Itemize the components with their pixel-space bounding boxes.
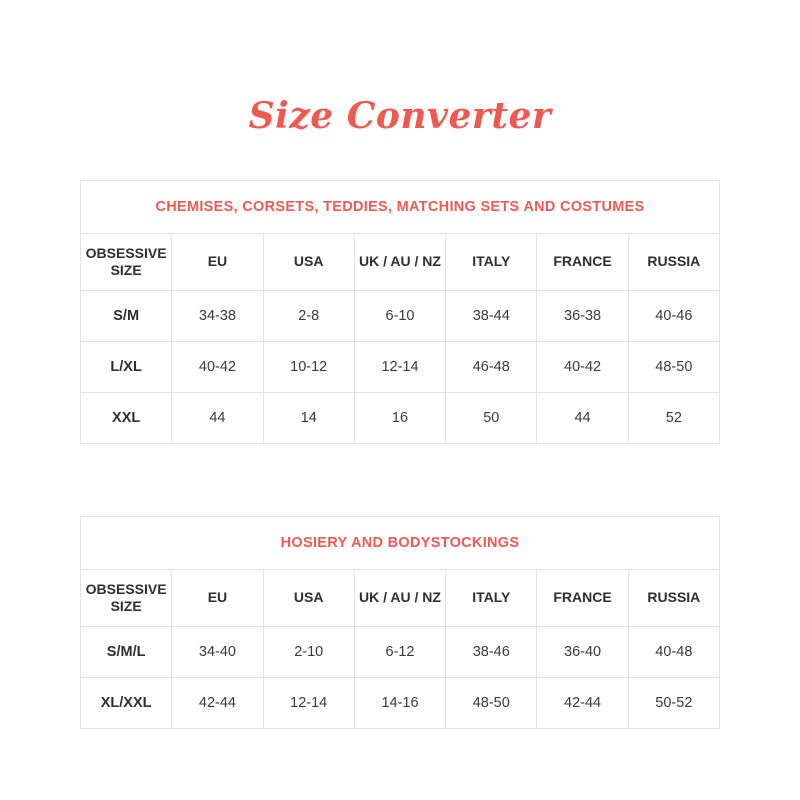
size-table-hosiery-wrapper [80, 516, 720, 729]
cell-uk-au-nz: 6-12 [354, 627, 445, 678]
cell-france: 42-44 [537, 678, 628, 729]
column-header-italy: ITALY [446, 570, 537, 627]
cell-italy: 48-50 [446, 678, 537, 729]
cell-france: 40-42 [537, 342, 628, 393]
column-header-uk-au-nz: UK / AU / NZ [354, 234, 445, 291]
table-header-row [81, 234, 720, 291]
column-header-eu: EU [172, 570, 263, 627]
column-header-eu: EU [172, 234, 263, 291]
cell-uk-au-nz: 16 [354, 393, 445, 444]
column-header-france: FRANCE [537, 570, 628, 627]
cell-italy: 46-48 [446, 342, 537, 393]
cell-italy: 38-46 [446, 627, 537, 678]
cell-usa: 10-12 [263, 342, 354, 393]
table-caption: HOSIERY AND BODYSTOCKINGS [81, 517, 720, 570]
column-header-usa: USA [263, 234, 354, 291]
cell-russia: 40-46 [628, 291, 719, 342]
cell-russia: 48-50 [628, 342, 719, 393]
cell-usa: 2-10 [263, 627, 354, 678]
cell-uk-au-nz: 14-16 [354, 678, 445, 729]
table-caption: CHEMISES, CORSETS, TEDDIES, MATCHING SETS AND COSTUMES [81, 181, 720, 234]
column-header-france: FRANCE [537, 234, 628, 291]
column-header-russia: RUSSIA [628, 234, 719, 291]
column-header-usa: USA [263, 570, 354, 627]
cell-eu: 44 [172, 393, 263, 444]
cell-italy: 38-44 [446, 291, 537, 342]
size-table-hosiery [80, 516, 720, 729]
cell-france: 36-40 [537, 627, 628, 678]
column-header-obsessive-size: OBSESSIVE SIZE [81, 570, 172, 627]
cell-france: 36-38 [537, 291, 628, 342]
cell-russia: 40-48 [628, 627, 719, 678]
size-table-chemises-wrapper [80, 180, 720, 444]
table-caption-row [81, 181, 720, 234]
cell-size-label: XXL [81, 393, 172, 444]
cell-france: 44 [537, 393, 628, 444]
cell-usa: 14 [263, 393, 354, 444]
cell-italy: 50 [446, 393, 537, 444]
table-row [81, 393, 720, 444]
table-row [81, 678, 720, 729]
column-header-russia: RUSSIA [628, 570, 719, 627]
table-row [81, 342, 720, 393]
page-title: Size Converter [248, 95, 552, 137]
cell-usa: 2-8 [263, 291, 354, 342]
table-row [81, 627, 720, 678]
cell-size-label: XL/XXL [81, 678, 172, 729]
table-row [81, 291, 720, 342]
cell-size-label: S/M [81, 291, 172, 342]
cell-eu: 40-42 [172, 342, 263, 393]
cell-size-label: L/XL [81, 342, 172, 393]
table-caption-row [81, 517, 720, 570]
column-header-uk-au-nz: UK / AU / NZ [354, 570, 445, 627]
column-header-italy: ITALY [446, 234, 537, 291]
cell-eu: 34-38 [172, 291, 263, 342]
cell-eu: 42-44 [172, 678, 263, 729]
cell-russia: 52 [628, 393, 719, 444]
cell-uk-au-nz: 6-10 [354, 291, 445, 342]
column-header-obsessive-size: OBSESSIVE SIZE [81, 234, 172, 291]
size-table-chemises [80, 180, 720, 444]
table-header-row [81, 570, 720, 627]
cell-size-label: S/M/L [81, 627, 172, 678]
cell-uk-au-nz: 12-14 [354, 342, 445, 393]
cell-eu: 34-40 [172, 627, 263, 678]
cell-russia: 50-52 [628, 678, 719, 729]
cell-usa: 12-14 [263, 678, 354, 729]
